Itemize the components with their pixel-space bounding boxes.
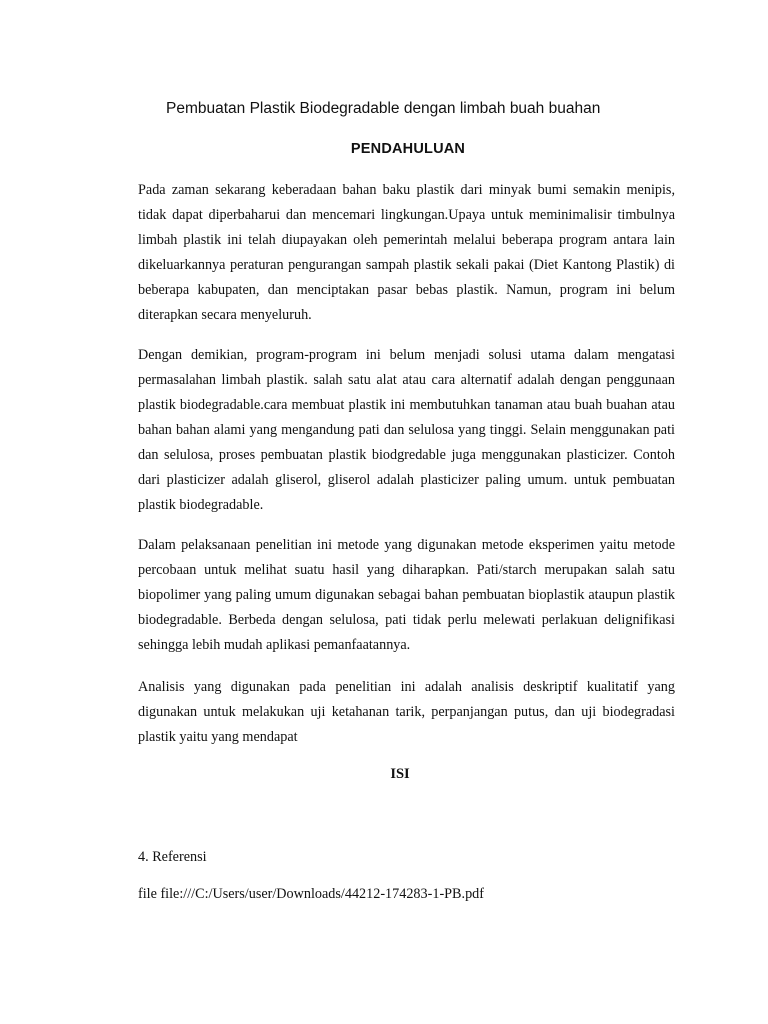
paragraph-3: Dalam pelaksanaan penelitian ini metode yang digunakan metode eksperimen yaitu metode percobaan untuk melihat suatu hasil yang diharapkan. Pati/starch merupakan salah satu biopolimer yang paling umum digunakan sebagai bahan pembuatan bioplastik ataupun plastik biodegradable. Berbeda dengan selulosa, pati tidak perlu melewati perlakuan delignifikasi sehingga lebih mudah aplikasi pemanfaatannya. bbox=[138, 537, 675, 653]
paragraph-1: Pada zaman sekarang keberadaan bahan baku plastik dari minyak bumi semakin menipis, tidak dapat diperbaharui dan mencemari lingkungan.Upaya untuk meminimalisir timbulnya limbah plastik ini telah diupayakan oleh pemerintah melalui beberapa program antara lain dikeluarkannya peraturan pengurangan sampah plastik sekali pakai (Diet Kantong Plastik) di beberapa kabupaten, dan menciptakan pasar bebas plastik. Namun, program ini belum diterapkan secara menyeluruh. bbox=[138, 182, 675, 323]
paragraph-2: Dengan demikian, program-program ini belum menjadi solusi utama dalam mengatasi permasalahan limbah plastik. salah satu alat atau cara alternatif adalah dengan penggunaan plastik biodegradable.cara membuat plastik ini membutuhkan tanaman atau buah buahan atau bahan bahan alami yang mengandung pati dan selulosa yang tinggi. Selain menggunakan pati dan selulosa, proses pembuatan plastik biodgredable juga menggunakan plasticizer. Contoh dari plasticizer adalah gliserol, gliserol adalah plasticizer paling umum. untuk pembuatan plastik biodegradable. bbox=[138, 347, 675, 513]
reference-link[interactable]: file file:///C:/Users/user/Downloads/44212-174283-1-PB.pdf bbox=[138, 886, 484, 902]
paragraph-4: Analisis yang digunakan pada penelitian ini adalah analisis deskriptif kualitatif yang digunakan untuk melakukan uji ketahanan tarik, perpanjangan putus, dan uji biodegradasi plastik yaitu yang mendapat bbox=[138, 679, 675, 745]
references-heading: 4. Referensi bbox=[138, 849, 207, 865]
section-heading-isi: ISI bbox=[390, 766, 410, 782]
section-heading-pendahuluan: PENDAHULUAN bbox=[350, 141, 466, 157]
document-title: Pembuatan Plastik Biodegradable dengan limbah buah buahan bbox=[166, 100, 601, 117]
